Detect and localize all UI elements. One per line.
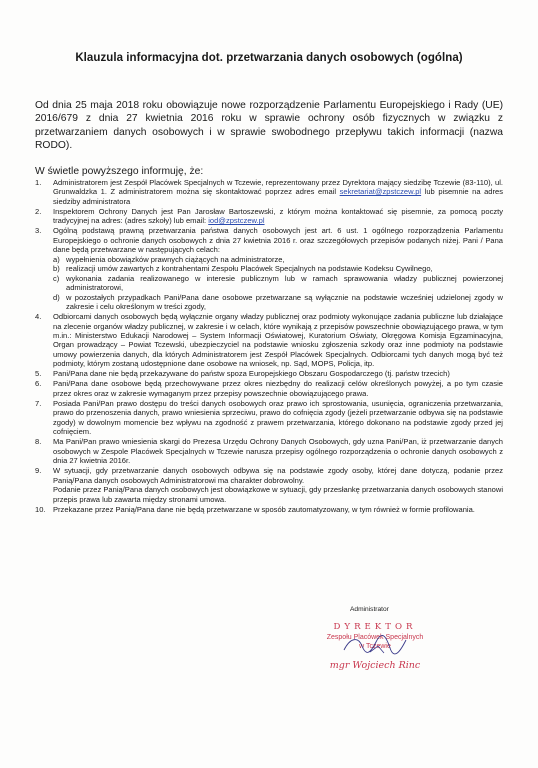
sub-item: d) w pozostałych przypadkach Pani/Pana dane osobowe przetwarzane są wyłącznie na podstawie wcześniej udzielonej zgody w zakresie i celu określonym w treści zgody,: [53, 292, 503, 312]
item-number: 3.: [35, 226, 42, 236]
item-text: Ogólną podstawą prawną przetwarzania państwa danych osobowych jest art. 6 ust. 1 ogólnego rozporządzenia Parlamentu Europejskiego o ochronie danych osobowych z dnia 27 kwietnia 2016 r. oraz szczegółowych przepisów podanych niżej. Pani / Pana dane będą przetwarzane w następujących celach:: [53, 226, 503, 255]
item-text-tail: lub pisemnie na adres siedziby administratora: [53, 187, 503, 206]
item-text: W sytuacji, gdy przetwarzanie danych osobowych odbywa się na podstawie zgody osoby, której dane dotyczą, podanie przez Panią/Pana danych osobowych Administratorowi ma charakter dobrowolny.: [53, 466, 503, 485]
email-link[interactable]: iod@zpstczew.pl: [208, 216, 265, 226]
item-text-2: Podanie przez Panią/Pana danych osobowych jest obowiązkowe w sytuacji, gdy przesłankę przetwarzania danych osobowych stanowi przepis prawa lub zawarta między stronami umowa.: [53, 485, 503, 504]
item-text: Administratorem jest Zespół Placówek Specjalnych w Tczewie, reprezentowany przez Dyrektora mający siedzibę Tczewie (83-110), ul. Grunwaldzka 1. Z administratorem można się skontaktować poprzez adres email: [53, 178, 503, 197]
handwritten-signature: [340, 632, 410, 658]
list-item: [35, 399, 503, 437]
sub-item-text: realizacji umów zawartych z kontrahentami Zespołu Placówek Specjalnych na podstawie Kodeksu Cywilnego,: [66, 264, 433, 274]
sub-item-text: wypełnienia obowiązków prawnych ciążących na administratorze,: [66, 254, 285, 264]
item-text: Przekazane przez Panią/Pana dane nie będą przetwarzane w sposób zautomatyzowany, w tym również w formie profilowania.: [53, 504, 475, 514]
item-text: Inspektorem Ochrony Danych jest Pan Jarosław Bartoszewski, z którym można kontaktować się pisemnie, za pomocą poczty tradycyjnej na adres: (adres szkoły) lub email:: [53, 206, 503, 226]
item-text: Odbiorcami danych osobowych będą wyłącznie organy władzy publicznej oraz podmioty wykonujące zadania publiczne lub działające na zlecenie organów władzy publicznej, w zakresie i w celach, które wynikają z przepisów powszechnie obowiązującego prawa, w tym m.in.: Ministerstwo Edukacji Narodowej – System Informacji Oświatowej, Kuratorium Oświaty, Okręgowa Komisja Egzaminacyjna, Organ prowadzący – Powiat Tczewski, ubezpieczyciel na podstawie wniosku zgłoszenia szkody oraz inne podmioty na podstawie umowy powierzenia danych, dla których Administratorem jest Zespół Placówek Specjalnych. Odbiorcami tych danych mogą być też podmioty, którym zostaną udostępnione dane osobowe na wniosek, np. Sąd, MOPS, Policja, itp.: [53, 312, 503, 369]
item-text: Pani/Pana dane osobowe będą przechowywane przez okres niezbędny do realizacji celów określonych powyżej, a po tym czasie przez okres oraz w zakresie wymaganym przez przepisy powszechnie obowiązującego prawa.: [53, 379, 503, 398]
sub-item-text: wykonania zadania realizowanego w interesie publicznym lub w ramach sprawowania władzy publicznej powierzonej administratorowi,: [66, 273, 503, 293]
item-number: 1.: [35, 178, 42, 187]
sub-item-text: w pozostałych przypadkach Pani/Pana dane osobowe przetwarzane są wyłącznie na podstawie wcześniej udzielonej zgody w zakresie i celu określonym w treści zgody,: [66, 292, 503, 312]
item-text: Pani/Pana dane nie będą przekazywane do państw spoza Europejskiego Obszaru Gospodarczego (tj. państw trzecich): [53, 369, 450, 379]
item-text: Ma Pani/Pan prawo wniesienia skargi do Prezesa Urzędu Ochrony Danych Osobowych, gdy uzna Pani/Pan, iż przetwarzanie danych osobowych w Zespole Placówek Specjalnych w Tczewie narusza przepisy ogólnego rozporządzenia o ochronie danych osobowych z dnia 27 kwietnia 2016r.: [53, 437, 503, 466]
list-item: [35, 437, 503, 465]
sub-list: [53, 255, 503, 312]
item-number: 2.: [35, 206, 42, 216]
administrator-label: Administrator: [350, 606, 389, 613]
list-item: [35, 226, 503, 311]
item-number: 8.: [35, 437, 42, 447]
sub-item: b) realizacji umów zawartych z kontrahentami Zespołu Placówek Specjalnych na podstawie Kodeksu Cywilnego,: [53, 264, 433, 274]
list-item: [35, 379, 503, 398]
item-number: 5.: [35, 369, 42, 379]
list-item: [35, 466, 503, 504]
sub-item: c) wykonania zadania realizowanego w interesie publicznym lub w ramach sprawowania władzy publicznej powierzonej administratorowi,: [53, 273, 503, 293]
clause-list: [35, 178, 503, 515]
intro-paragraph: Od dnia 25 maja 2018 roku obowiązuje nowe rozporządzenie Parlamentu Europejskiego i Rady (UE) 2016/679 z dnia 27 kwietnia 2016 roku w sprawie ochrony osób fizycznych w związku z przetwarzaniem danych osobowych i w sprawie swobodnego przepływu takich informacji (nazwa RODO).: [35, 100, 503, 152]
item-number: 9.: [35, 466, 42, 476]
stamp-line-2: w Tczewie: [359, 643, 391, 650]
list-item: [35, 207, 503, 226]
list-item: [35, 178, 503, 206]
stamp-signatory-name: mgr Wojciech Rinc: [329, 660, 421, 671]
item-number: 7.: [35, 398, 42, 408]
item-number: 6.: [35, 379, 42, 389]
stamp-line-1: Zespołu Placówek Specjalnych: [326, 634, 424, 641]
list-item: [35, 369, 503, 378]
list-item: [35, 505, 503, 514]
item-text: Posiada Pani/Pan prawo dostępu do treści danych osobowych oraz prawo ich sprostowania, usunięcia, ograniczenia przetwarzania, prawo do przenoszenia danych, prawo wniesienia sprzeciwu, prawo do cofnięcia zgody (jeżeli przetwarzanie odbywa się na podstawie zgody) w dowolnym momencie bez wpływu na zgodność z prawem przetwarzania, którego dokonano na podstawie zgody przed jej cofnięciem.: [53, 398, 503, 437]
item-number: 10.: [35, 504, 46, 514]
document-title: Klauzula informacyjna dot. przetwarzania danych osobowych (ogólna): [75, 52, 463, 64]
sub-item: a) wypełnienia obowiązków prawnych ciążących na administratorze,: [53, 254, 285, 264]
director-stamp: [300, 622, 450, 712]
email-link[interactable]: sekretariat@zpstczew.pl: [339, 187, 422, 197]
lead-sentence: W świetle powyższego informuję, że:: [35, 166, 204, 177]
list-item: [35, 312, 503, 369]
stamp-title: DYREKTOR: [333, 622, 417, 632]
item-number: 4.: [35, 312, 42, 322]
